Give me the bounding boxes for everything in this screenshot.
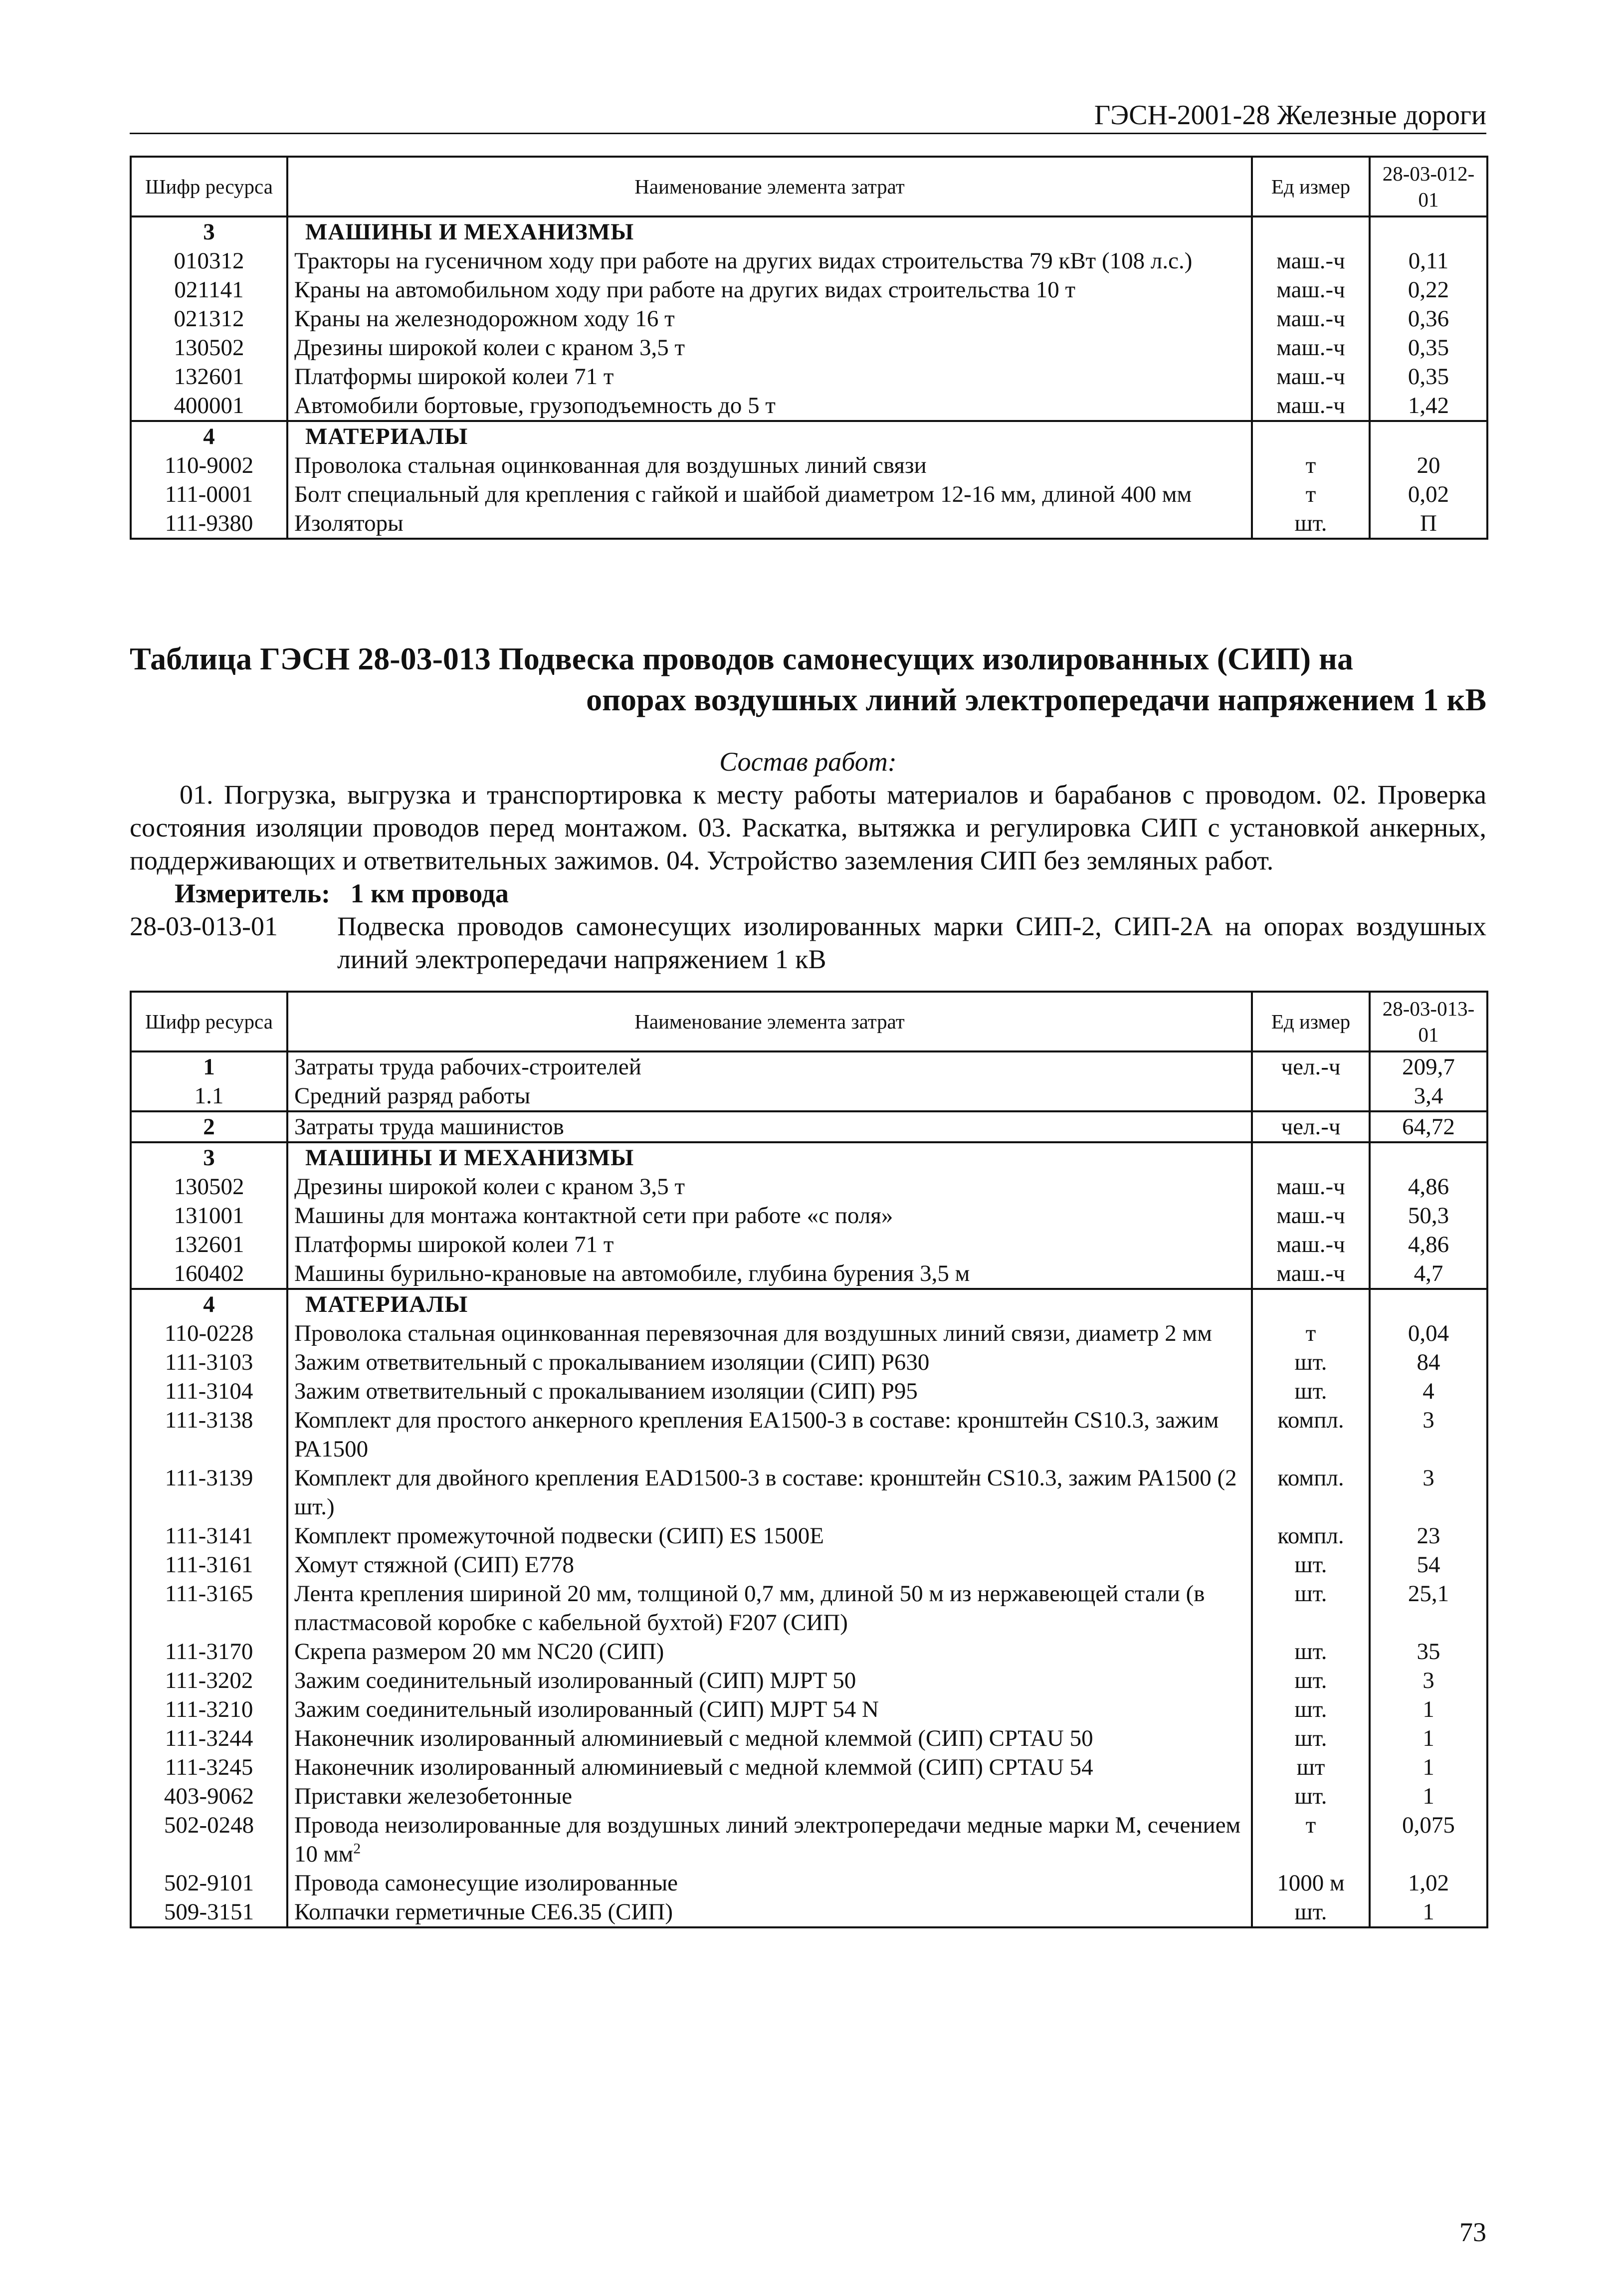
table-row (131, 1289, 1487, 1319)
resource-qty: 50,3 (1370, 1201, 1487, 1230)
resource-code: 403-9062 (131, 1782, 287, 1811)
resource-name: МАТЕРИАЛЫ (287, 1289, 1252, 1319)
resource-unit: чел.-ч (1252, 1111, 1370, 1142)
resource-qty: 54 (1370, 1550, 1487, 1579)
resource-code: 111-3103 (131, 1348, 287, 1377)
resource-code: 400001 (131, 391, 287, 421)
resource-code: 110-0228 (131, 1319, 287, 1348)
table-row (131, 246, 1487, 275)
resource-unit: шт. (1252, 1666, 1370, 1695)
resource-qty: 4,86 (1370, 1172, 1487, 1201)
table-title-line-1: Таблица ГЭСН 28-03-013 Подвеска проводов самонесущих изолированных (СИП) на (130, 641, 1353, 676)
resource-name: Провода самонесущие изолированные (287, 1869, 1252, 1897)
resource-code: 1 (131, 1051, 287, 1081)
resource-unit: шт. (1252, 1897, 1370, 1927)
resource-code: 1.1 (131, 1081, 287, 1111)
resource-name: Зажим ответвительный с прокалыванием изоляции (СИП) Р630 (287, 1348, 1252, 1377)
resource-qty: 23 (1370, 1521, 1487, 1550)
resource-qty: 0,35 (1370, 333, 1487, 362)
resource-qty (1370, 1142, 1487, 1172)
resource-name-text: Провода неизолированные для воздушных линий электропередачи медные марки М, сечением 10 мм (294, 1812, 1241, 1867)
resource-unit: компл. (1252, 1521, 1370, 1550)
resource-code: 131001 (131, 1201, 287, 1230)
table-row (131, 391, 1487, 421)
resource-qty: 3 (1370, 1463, 1487, 1521)
resource-name: Комплект для двойного крепления EAD1500-3 в составе: кронштейн CS10.3, зажим РА1500 (2 шт.) (287, 1463, 1252, 1521)
resource-qty: 1 (1370, 1753, 1487, 1782)
resource-unit: маш.-ч (1252, 362, 1370, 391)
resource-name: Зажим соединительный изолированный (СИП) MJPT 54 N (287, 1695, 1252, 1724)
resource-code: 111-3210 (131, 1695, 287, 1724)
work-composition-heading: Состав работ: (719, 747, 897, 777)
resource-unit: т (1252, 1811, 1370, 1869)
resource-name: Автомобили бортовые, грузоподъемность до 5 т (287, 391, 1252, 421)
header-code: Шифр ресурса (131, 992, 287, 1051)
resource-unit: шт. (1252, 1550, 1370, 1579)
resource-unit: чел.-ч (1252, 1051, 1370, 1081)
resource-unit: т (1252, 1319, 1370, 1348)
table-row (131, 421, 1487, 451)
resource-unit: шт. (1252, 1348, 1370, 1377)
resource-qty: 1 (1370, 1782, 1487, 1811)
superscript: 2 (353, 1840, 361, 1857)
resource-code: 130502 (131, 1172, 287, 1201)
table-row (131, 362, 1487, 391)
resource-unit: маш.-ч (1252, 304, 1370, 333)
meter (175, 877, 509, 910)
resource-name: МАШИНЫ И МЕХАНИЗМЫ (287, 216, 1252, 246)
resource-unit: шт. (1252, 1782, 1370, 1811)
resource-code: 111-3170 (131, 1637, 287, 1666)
resource-code: 111-3165 (131, 1579, 287, 1637)
resource-code: 111-3161 (131, 1550, 287, 1579)
resource-qty (1370, 216, 1487, 246)
resource-code: 111-3202 (131, 1666, 287, 1695)
header-norm: 28-03-013-01 (1370, 992, 1487, 1051)
header-code: Шифр ресурса (131, 157, 287, 216)
table-row (131, 1724, 1487, 1753)
resource-code: 2 (131, 1111, 287, 1142)
table-row (131, 275, 1487, 304)
table-row (131, 509, 1487, 539)
table-row (131, 1782, 1487, 1811)
resource-name: Дрезины широкой колеи с краном 3,5 т (287, 333, 1252, 362)
resource-table-28-03-012 (130, 156, 1488, 540)
resource-code: 502-0248 (131, 1811, 287, 1869)
header-name: Наименование элемента затрат (287, 157, 1252, 216)
table-row (131, 1259, 1487, 1289)
resource-qty: 25,1 (1370, 1579, 1487, 1637)
resource-qty: 1 (1370, 1897, 1487, 1927)
table-row (131, 1230, 1487, 1259)
table-body (131, 1051, 1487, 1927)
resource-unit: маш.-ч (1252, 1230, 1370, 1259)
resource-name: Болт специальный для крепления с гайкой и шайбой диаметром 12-16 мм, длиной 400 мм (287, 480, 1252, 509)
table-row (131, 1348, 1487, 1377)
resource-unit: маш.-ч (1252, 333, 1370, 362)
resource-name: Скрепа размером 20 мм NC20 (СИП) (287, 1637, 1252, 1666)
resource-code: 4 (131, 1289, 287, 1319)
resource-qty: 20 (1370, 451, 1487, 480)
resource-name: Платформы широкой колеи 71 т (287, 1230, 1252, 1259)
resource-unit: 1000 м (1252, 1869, 1370, 1897)
resource-unit: маш.-ч (1252, 391, 1370, 421)
resource-code: 502-9101 (131, 1869, 287, 1897)
table-row (131, 1869, 1487, 1897)
resource-qty: 0,22 (1370, 275, 1487, 304)
resource-name: Лента крепления шириной 20 мм, толщиной 0,7 мм, длиной 50 м из нержавеющей стали (в пластмасовой коробке с кабельной бухтой) F207 (СИП) (287, 1579, 1252, 1637)
table-row (131, 1666, 1487, 1695)
resource-name: Средний разряд работы (287, 1081, 1252, 1111)
resource-qty: 4,86 (1370, 1230, 1487, 1259)
resource-unit: маш.-ч (1252, 246, 1370, 275)
resource-qty: 0,35 (1370, 362, 1487, 391)
table-title-line-2: опорах воздушных линий электропередачи напряжением 1 кВ (586, 682, 1486, 717)
resource-code: 160402 (131, 1259, 287, 1289)
table-row (131, 1111, 1487, 1142)
resource-name: Машины для монтажа контактной сети при работе «с поля» (287, 1201, 1252, 1230)
resource-unit: шт. (1252, 1579, 1370, 1637)
resource-unit: шт. (1252, 1637, 1370, 1666)
table-row (131, 1319, 1487, 1348)
resource-qty: 1,02 (1370, 1869, 1487, 1897)
resource-unit: маш.-ч (1252, 1172, 1370, 1201)
resource-name: Наконечник изолированный алюминиевый с медной клеммой (СИП) CPTAU 54 (287, 1753, 1252, 1782)
resource-unit: т (1252, 451, 1370, 480)
resource-unit: шт. (1252, 1377, 1370, 1406)
resource-name: МАТЕРИАЛЫ (287, 421, 1252, 451)
resource-name: Краны на автомобильном ходу при работе на других видах строительства 10 т (287, 275, 1252, 304)
resource-name: Проволока стальная оцинкованная перевязочная для воздушных линий связи, диаметр 2 мм (287, 1319, 1252, 1348)
header-unit: Ед измер (1252, 157, 1370, 216)
resource-qty: 0,36 (1370, 304, 1487, 333)
resource-unit: шт. (1252, 509, 1370, 539)
resource-name: Затраты труда машинистов (287, 1111, 1252, 1142)
resource-qty: 84 (1370, 1348, 1487, 1377)
resource-unit (1252, 216, 1370, 246)
resource-code: 021141 (131, 275, 287, 304)
resource-unit: маш.-ч (1252, 275, 1370, 304)
table-row (131, 1051, 1487, 1081)
table-row (131, 1201, 1487, 1230)
resource-code: 132601 (131, 1230, 287, 1259)
resource-code: 509-3151 (131, 1897, 287, 1927)
table-row (131, 1406, 1487, 1463)
resource-unit (1252, 421, 1370, 451)
resource-qty: 3 (1370, 1666, 1487, 1695)
table-row (131, 1463, 1487, 1521)
resource-name: Платформы широкой колеи 71 т (287, 362, 1252, 391)
table-row (131, 480, 1487, 509)
table-row (131, 1377, 1487, 1406)
resource-name: Комплект для простого анкерного крепления ЕА1500-3 в составе: кронштейн CS10.3, зажим РА1500 (287, 1406, 1252, 1463)
resource-code: 130502 (131, 333, 287, 362)
header-rule (130, 133, 1486, 134)
resource-qty: 3 (1370, 1406, 1487, 1463)
resource-code: 021312 (131, 304, 287, 333)
header-name: Наименование элемента затрат (287, 992, 1252, 1051)
resource-qty: 0,04 (1370, 1319, 1487, 1348)
resource-code: 111-3139 (131, 1463, 287, 1521)
resource-qty: П (1370, 509, 1487, 539)
resource-name: МАШИНЫ И МЕХАНИЗМЫ (287, 1142, 1252, 1172)
resource-name: Изоляторы (287, 509, 1252, 539)
resource-name: Проволока стальная оцинкованная для воздушных линий связи (287, 451, 1252, 480)
resource-qty: 0,11 (1370, 246, 1487, 275)
resource-code: 111-3244 (131, 1724, 287, 1753)
resource-code: 3 (131, 1142, 287, 1172)
resource-qty: 0,02 (1370, 480, 1487, 509)
resource-code: 111-0001 (131, 480, 287, 509)
table-row (131, 1897, 1487, 1927)
resource-code: 132601 (131, 362, 287, 391)
resource-qty: 1 (1370, 1695, 1487, 1724)
table-row (131, 216, 1487, 246)
resource-qty (1370, 1289, 1487, 1319)
resource-name: Дрезины широкой колеи с краном 3,5 т (287, 1172, 1252, 1201)
table-row (131, 304, 1487, 333)
resource-unit: компл. (1252, 1406, 1370, 1463)
table-row (131, 1753, 1487, 1782)
resource-qty: 4 (1370, 1377, 1487, 1406)
resource-name: Приставки железобетонные (287, 1782, 1252, 1811)
table-row (131, 1521, 1487, 1550)
table-row (131, 333, 1487, 362)
resource-unit: шт (1252, 1753, 1370, 1782)
table-row (131, 1081, 1487, 1111)
resource-qty: 1 (1370, 1724, 1487, 1753)
resource-name: Машины бурильно-крановые на автомобиле, глубина бурения 3,5 м (287, 1259, 1252, 1289)
resource-name: Комплект промежуточной подвески (СИП) ES 1500Е (287, 1521, 1252, 1550)
table-row (131, 1172, 1487, 1201)
table-row (131, 1579, 1487, 1637)
header-norm: 28-03-012-01 (1370, 157, 1487, 216)
resource-table-28-03-013 (130, 991, 1488, 1928)
resource-qty: 209,7 (1370, 1051, 1487, 1081)
resource-name: Наконечник изолированный алюминиевый с медной клеммой (СИП) CPTAU 50 (287, 1724, 1252, 1753)
meter-value: 1 км провода (350, 878, 509, 908)
resource-unit (1252, 1142, 1370, 1172)
resource-unit (1252, 1081, 1370, 1111)
resource-unit: компл. (1252, 1463, 1370, 1521)
table-row (131, 1695, 1487, 1724)
resource-qty: 0,075 (1370, 1811, 1487, 1869)
resource-code: 111-3245 (131, 1753, 287, 1782)
table-body (131, 216, 1487, 539)
table-row (131, 451, 1487, 480)
resource-unit: т (1252, 480, 1370, 509)
resource-unit: маш.-ч (1252, 1201, 1370, 1230)
resource-qty: 35 (1370, 1637, 1487, 1666)
norm-code: 28-03-013-01 (130, 911, 278, 941)
resource-qty: 64,72 (1370, 1111, 1487, 1142)
resource-name: Зажим соединительный изолированный (СИП) MJPT 50 (287, 1666, 1252, 1695)
running-header: ГЭСН-2001-28 Железные дороги (1094, 100, 1486, 131)
resource-unit: маш.-ч (1252, 1259, 1370, 1289)
header-unit: Ед измер (1252, 992, 1370, 1051)
resource-code: 111-3138 (131, 1406, 287, 1463)
page-number: 73 (1459, 2217, 1486, 2247)
resource-unit: шт. (1252, 1724, 1370, 1753)
resource-qty: 1,42 (1370, 391, 1487, 421)
resource-name (287, 1811, 1252, 1869)
meter-label: Измеритель: (175, 878, 331, 908)
table-row (131, 1637, 1487, 1666)
resource-qty (1370, 421, 1487, 451)
table-title (130, 638, 1486, 720)
resource-name: Колпачки герметичные СЕ6.35 (СИП) (287, 1897, 1252, 1927)
resource-code: 3 (131, 216, 287, 246)
resource-code: 111-9380 (131, 509, 287, 539)
resource-qty: 3,4 (1370, 1081, 1487, 1111)
table-row (131, 1811, 1487, 1869)
resource-unit: шт. (1252, 1695, 1370, 1724)
norm-text: Подвеска проводов самонесущих изолированных марки СИП-2, СИП-2А на опорах воздушных линий электропередачи напряжением 1 кВ (337, 911, 1486, 974)
resource-name: Затраты труда рабочих-строителей (287, 1051, 1252, 1081)
resource-name: Хомут стяжной (СИП) Е778 (287, 1550, 1252, 1579)
resource-unit (1252, 1289, 1370, 1319)
resource-qty: 4,7 (1370, 1259, 1487, 1289)
resource-code: 010312 (131, 246, 287, 275)
resource-name: Зажим ответвительный с прокалыванием изоляции (СИП) Р95 (287, 1377, 1252, 1406)
resource-code: 111-3141 (131, 1521, 287, 1550)
table-row (131, 1550, 1487, 1579)
resource-name: Тракторы на гусеничном ходу при работе на других видах строительства 79 кВт (108 л.с.) (287, 246, 1252, 275)
resource-name: Краны на железнодорожном ходу 16 т (287, 304, 1252, 333)
table-row (131, 1142, 1487, 1172)
resource-code: 111-3104 (131, 1377, 287, 1406)
resource-code: 4 (131, 421, 287, 451)
resource-code: 110-9002 (131, 451, 287, 480)
work-composition-text: 01. Погрузка, выгрузка и транспортировка к месту работы материалов и барабанов с проводом. 02. Проверка состояния изоляции проводов перед монтажом. 03. Раскатка, вытяжка и регулировка СИП с установкой анкерных, поддерживающих и ответвительных зажимов. 04. Устройство заземления СИП без земляных работ. (130, 780, 1486, 875)
